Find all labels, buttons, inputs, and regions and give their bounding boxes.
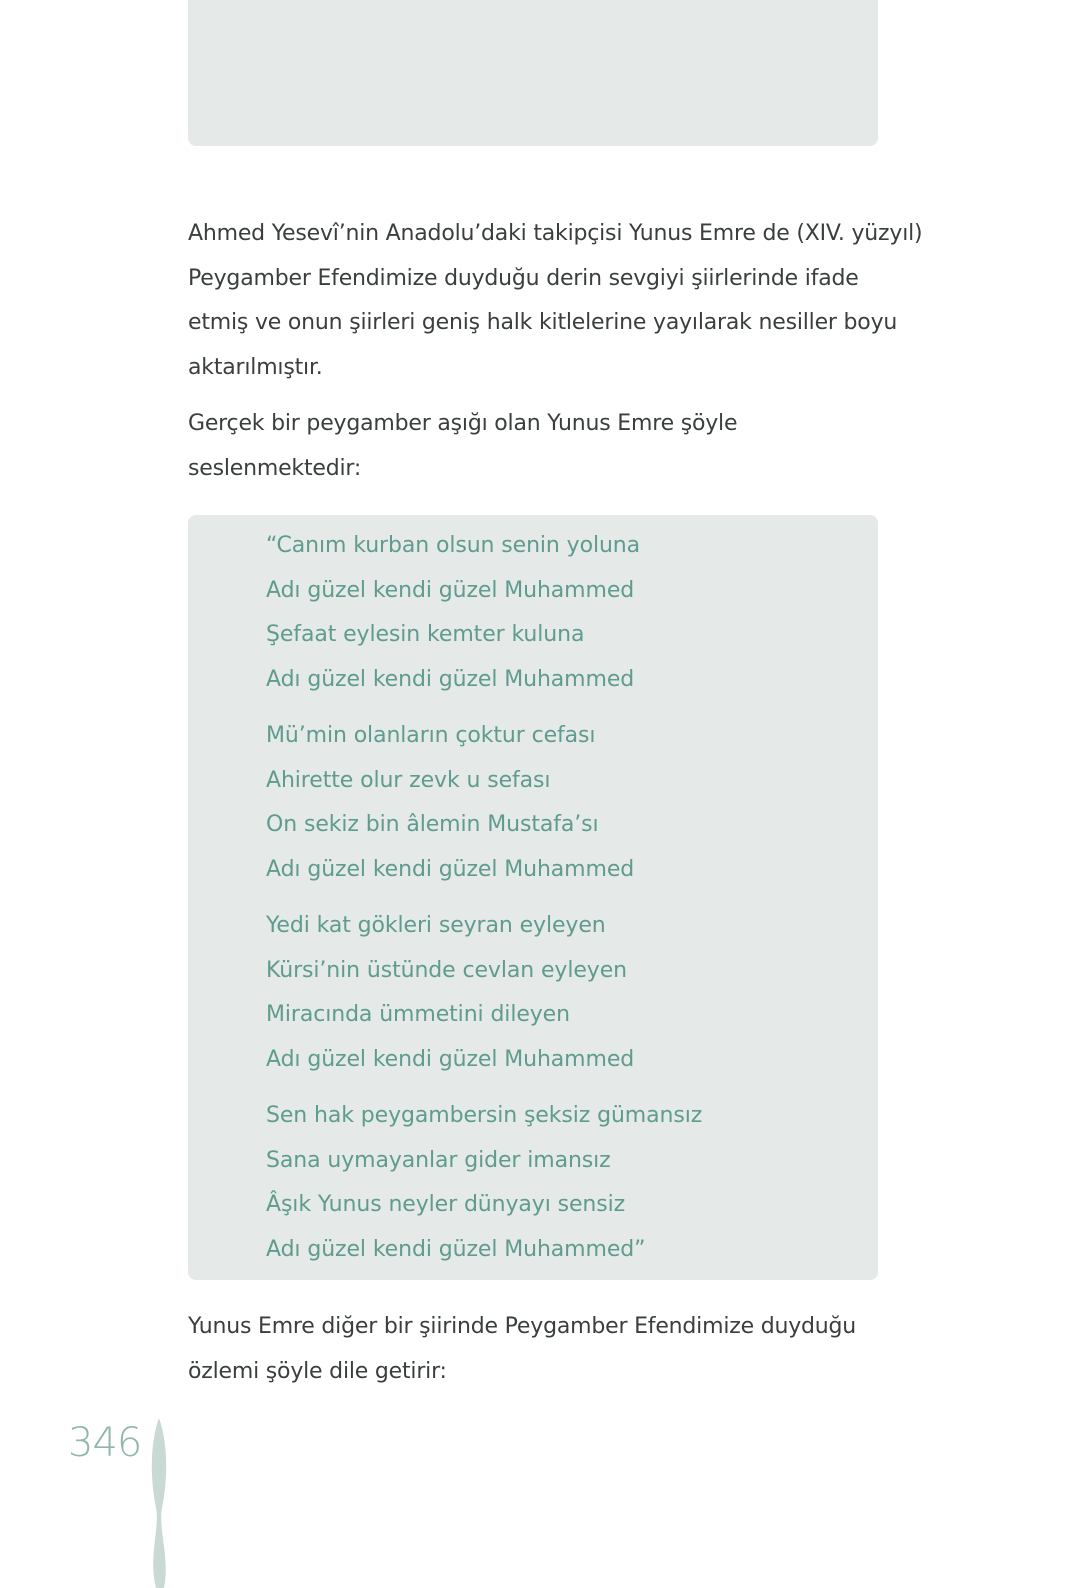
- poem-box: [188, 515, 878, 1280]
- poem-line: “Canım kurban olsun senin yoluna: [266, 533, 641, 558]
- poem-line: Yedi kat gökleri seyran eyleyen: [266, 913, 606, 938]
- poem-line: Şefaat eylesin kemter kuluna: [266, 622, 585, 647]
- poem-stanza: [266, 714, 702, 892]
- text-line: Peygamber Efendimize duyduğu derin sevgiyi şiirlerinde ifade: [188, 265, 859, 291]
- poem-line: Sen hak peygambersin şeksiz gümansız: [266, 1103, 703, 1128]
- page-ornament-icon: [146, 1418, 172, 1588]
- lead-paragraph: [188, 402, 888, 491]
- poem-line: Sana uymayanlar gider imansız: [266, 1147, 611, 1173]
- poem-stanza: [266, 1094, 702, 1272]
- poem-line: Ahirette olur zevk u sefası: [266, 767, 551, 793]
- text-line: özlemi şöyle dile getirir:: [188, 1358, 447, 1384]
- poem-line: Kürsi’nin üstünde cevlan eyleyen: [266, 957, 627, 983]
- poem-line: Adı güzel kendi güzel Muhammed: [266, 577, 635, 603]
- text-line: Ahmed Yesevî’nin Anadolu’daki takipçisi Yunus Emre de (XIV. yüzyıl): [188, 221, 923, 246]
- poem-line: On sekiz bin âlemin Mustafa’sı: [266, 812, 599, 837]
- text-line: Gerçek bir peygamber aşığı olan Yunus Emre şöyle: [188, 411, 738, 436]
- text-line: seslenmektedir:: [188, 455, 362, 481]
- poem-line: Adı güzel kendi güzel Muhammed: [266, 666, 635, 692]
- text-line: aktarılmıştır.: [188, 354, 323, 380]
- poem-line: Mü’min olanların çoktur cefası: [266, 723, 596, 748]
- poem-line: Adı güzel kendi güzel Muhammed”: [266, 1236, 646, 1262]
- text-line: etmiş ve onun şiirleri geniş halk kitlelerine yayılarak nesiller boyu: [188, 310, 898, 335]
- poem-line: Âşık Yunus neyler dünyayı sensiz: [266, 1192, 626, 1217]
- closing-paragraph: [188, 1305, 888, 1394]
- poem-line: Miracında ümmetini dileyen: [266, 1002, 570, 1027]
- top-shaded-box: [188, 0, 878, 146]
- page-number: 346: [68, 1420, 142, 1466]
- poem-line: Adı güzel kendi güzel Muhammed: [266, 1046, 635, 1072]
- poem-stanza: [266, 524, 702, 702]
- poem: [266, 524, 702, 1284]
- poem-stanza: [266, 904, 702, 1082]
- text-line: Yunus Emre diğer bir şiirinde Peygamber Efendimize duyduğu: [188, 1314, 857, 1339]
- intro-paragraph: [188, 212, 923, 390]
- poem-line: Adı güzel kendi güzel Muhammed: [266, 856, 635, 882]
